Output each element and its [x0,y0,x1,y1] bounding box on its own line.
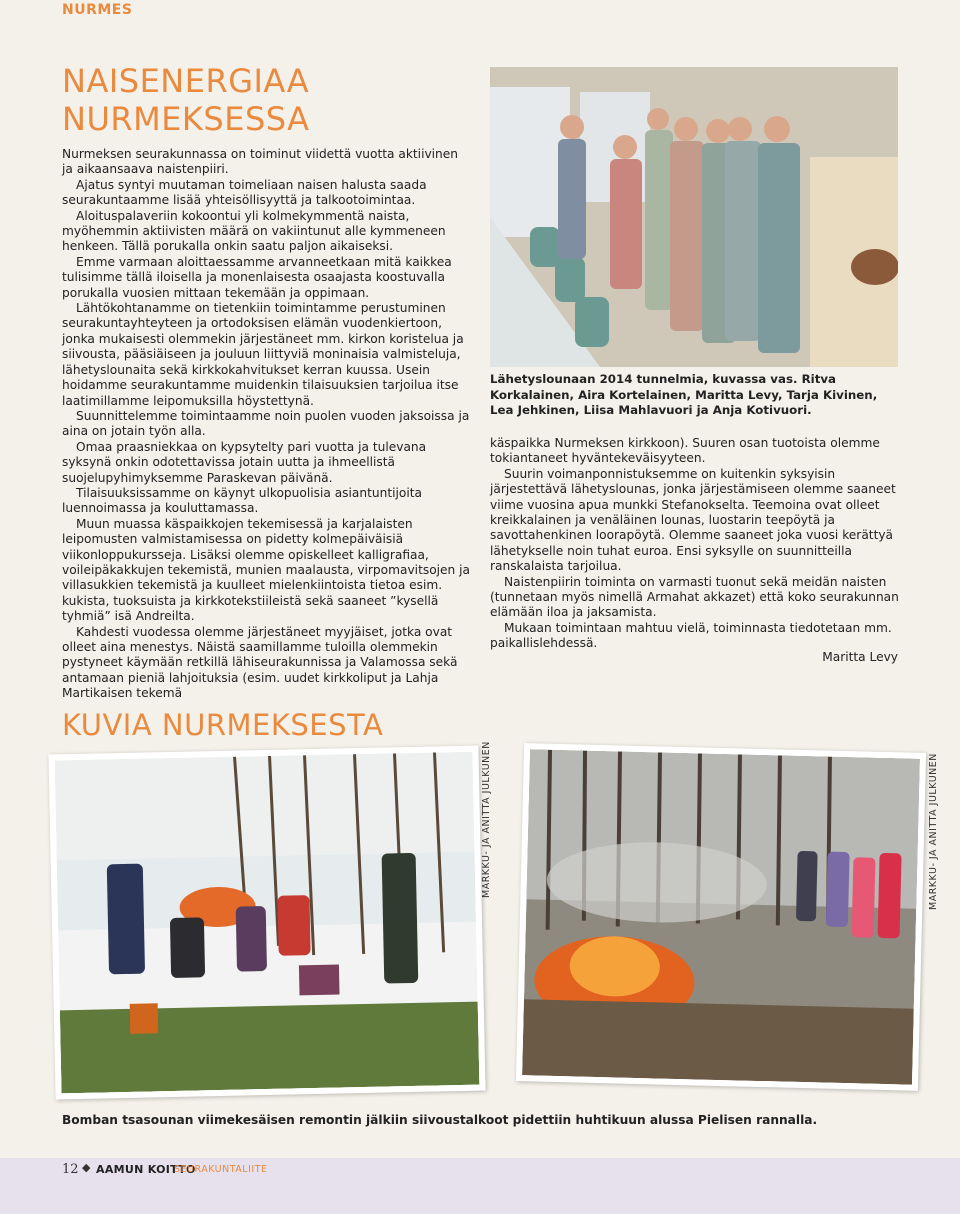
author-signature: Maritta Levy [822,650,898,664]
photo-credit-a: MARKKU- JA ANITTA JULKUNEN [481,741,492,898]
paragraph: Lähtökohtanamme on tietenkiin toimintamme perustuminen seurakuntayhteyteen ja ortodoksisen elämän vuodenkiertoon, jonka mukaisesti olemmekin järjestäneet mm. kirkon koristelua ja siivousta, pääsiäiseen ja jouluun liittyviä moninaisia valmisteluja, lähetyslounaita sekä kirkkokahvitukset kerran kuussa. Usein hoidamme seurakuntamme muidenkin tilaisuuksien tarjoilua itse laatimillamme leipomuksilla höystettynä. [62,301,464,408]
page-number: 12 [62,1162,79,1177]
paragraph: Muun muassa käspaikkojen tekemisessä ja karjalaisten leipomusten valmistamisessa on pidetty kolmepäiväisiä viikonloppukursseja. Lisäksi olemme opiskelleet kalligrafiaa, voileipäkakkujen tekemistä, munien maalausta, virpomavitsojen ja villasukkien tekemistä ja kuulleet mielenkiintoista tietoa esim. kukista, tuoksuista ja kirkkotekstiileistä sekä saaneet ”kysellä tyhmiä” isä Andreilta. [62,516,470,624]
paragraph: Omaa praasniekkaa on kypsytelty pari vuotta ja tulevana syksynä onkin odotettavissa jotain uutta ja ihmeellistä suojelupyhimyksemme Paraskevan päivänä. [62,439,427,485]
photo-shore-cleanup [48,746,485,1100]
headline-line-1: NAISENERGIAA [62,62,310,100]
gallery-caption: Bomban tsasounan viimekesäisen remontin jälkiin siivoustalkoot pidettiin huhtikuun alussa Pielisen rannalla. [62,1113,818,1127]
paragraph: Tilaisuuksissamme on käynyt ulkopuolisia asiantuntijoita luennoimassa ja kouluttamassa. [62,485,422,516]
paragraph: Kahdesti vuodessa olemme järjestäneet myyjäiset, jotka ovat olleet aina menestys. Näistä saamillamme tuloilla olemmekin pystyneet käymään retkillä lähiseurakunnissa ja Valamossa sekä antamaan pieniä lahjoituksia (esim. uudet kirkkoliput ja Lahja Martikaisen tekemä [62,624,458,701]
paragraph: Suurin voimanponnistuksemme on kuitenkin syksyisin järjestettävä lähetyslounas, jonka järjestämiseen olemme saaneet viime vuosina apua munkki Stefanokselta. Teemoina ovat olleet kreikkalainen ja venäläinen lounas, luostarin teepöytä ja savottahenkinen looraрöytä. Olemme saaneet joka vuosi kerättyä lähetykselle noin tuhat euroa. Ensi syksylle on suunnitteilla ranskalaista tarjoilua. [490,466,896,574]
photo-bonfire [516,743,926,1091]
supplement-label: SEURAKUNTALIITE [174,1164,268,1175]
paragraph: Suunnittelemme toimintaamme noin puolen vuoden jaksoissa ja aina on jotain työn alla. [62,408,470,439]
photo-caption: Lähetyslounaan 2014 tunnelmia, kuvassa vas. Ritva Korkalainen, Aira Kortelainen, Maritta Levy, Tarja Kivinen, Lea Jehkinen, Liisa Mahlavuori ja Anja Kotivuori. [490,372,878,417]
article-headline [62,62,482,138]
headline-line-2: NURMEKSESSA [62,100,310,138]
paragraph: Ajatus syntyi muutaman toimeliaan naisen halusta saada seurakuntaamme lisää yhteisöllisyyttä ja talkootoimintaa. [62,177,427,208]
paragraph: Naistenpiirin toiminta on varmasti tuonut sekä meidän naisten (tunnetaan myös nimellä Armahat akkazet) että koko seurakunnan elämään iloa ja jaksamista. [490,574,899,620]
section-label: NURMES [62,2,133,18]
photo-bonfire-illustration [522,749,920,1084]
paragraph: Emme varmaan aloittaessamme arvanneetkaan mitä kaikkea tulisimme tällä iloisella ja monenlaisesta osaajasta koostuvalla porukalla vuosien mittaan tekemään ja oppimaan. [62,254,452,300]
photo-women-group [490,67,898,367]
article-column-left [62,147,472,702]
publication-logo: AAMUN KOITTO [96,1163,196,1176]
paragraph: käspaikka Nurmeksen kirkkoon). Suuren osan tuotoista olemme tokiantaneet hyväntekeväisyyteen. [490,436,880,466]
paragraph: Nurmeksen seurakunnassa on toiminut viidettä vuotta aktiivinen ja aikaansaava naistenpiiri. [62,147,458,177]
gallery-title: KUVIA NURMEKSESTA [62,708,384,742]
diamond-bullet-icon: ◆ [82,1161,91,1174]
photo-women-group-illustration [490,67,898,367]
article-column-right [490,436,900,652]
paragraph: Aloituspalaveriin kokoontui yli kolmekymmentä naista, myöhemmin aktiivisten määrä on vakiintunut alle kymmeneen henkeen. Tällä porukalla onkin saatu paljon aikaiseksi. [62,208,446,254]
photo-shore-cleanup-illustration [55,752,480,1094]
photo-credit-b: MARKKU- JA ANITTA JULKUNEN [928,753,939,910]
paragraph: Mukaan toimintaan mahtuu vielä, toiminnasta tiedotetaan mm. paikallislehdessä. [490,620,892,651]
